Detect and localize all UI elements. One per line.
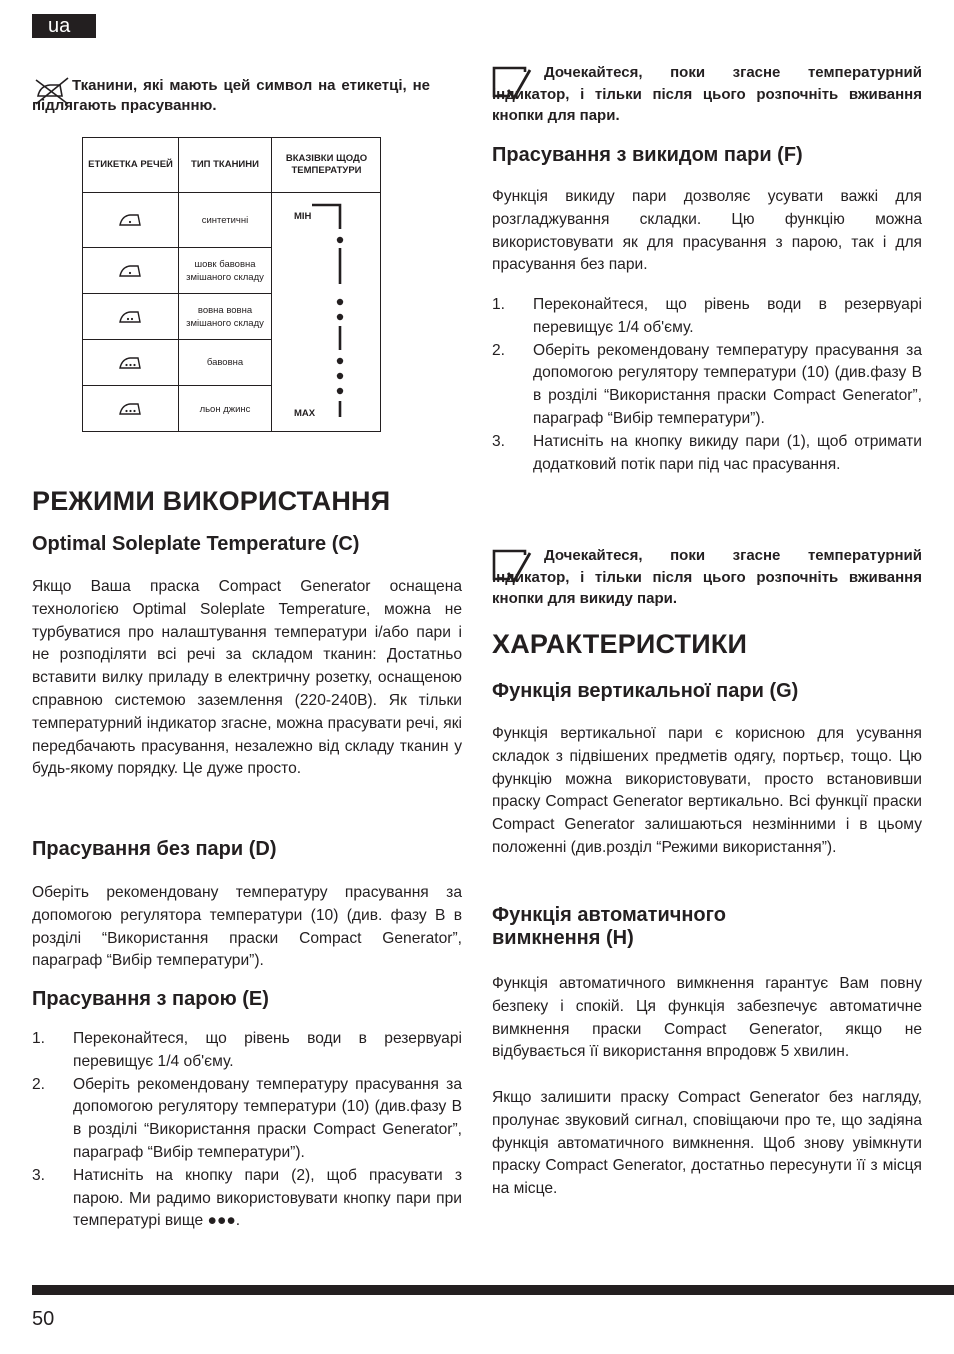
max-label: MAX [294, 408, 316, 419]
fabric-cell: шовк бавовна змішаного складу [179, 248, 272, 294]
no-iron-text: Тканини, які мають цей символ на етикетці, не підлягають прасуванню. [32, 77, 430, 114]
autooff-text-2: Якщо залишити праску Compact Generator без нагляду, пролунає звуковий сигнал, сповіщаючи про те, що задіяна функція автоматичного вимкнення. Щоб знову увімкнути праску Compact Generator, достатньо пересунути її з місця на місце. [492, 1089, 922, 1198]
autooff-text-1: Функція автоматичного вимкнення гарантує Вам повну безпеку і спокій. Ця функція забезпечує автоматичне вимкнення праски Compact Generator, якщо не відбувається її використання впродовж 5 хвилин. [492, 975, 922, 1061]
section-title-features: ХАРАКТЕРИСТИКИ [492, 629, 748, 659]
dry-text: Оберіть рекомендовану температуру прасування за допомогою регулятора температури (10) (див. фазу В в розділі “Використання праски Compact Generator”, параграф “Вибір температури”). [32, 884, 462, 970]
steam-list [32, 1028, 462, 1233]
fabric-cell: бавовна [179, 340, 272, 386]
iron-icon [118, 401, 144, 417]
list-item: 2. Оберіть рекомендовану температуру прасування за допомогою регулятору температури (10) (див.фазу В в розділі “Використання праски Compact Generator”, параграф “Вибір температури”). [32, 1075, 462, 1161]
wait-note-burst [492, 545, 922, 610]
iron-icon [118, 355, 144, 371]
temperature-table [82, 137, 381, 432]
fabric-cell: вовна вовна змішаного складу [179, 294, 272, 340]
page-number: 50 [32, 1308, 55, 1330]
vertical-text: Функція вертикальної пари є корисною для усування складок з підвішених предметів одягу, портьєр, тощо. Цю функцію можна використовувати, просто встановивши праску Compact Generator вертикально. Всі функції праски Compact Generator залишаються незмінними і в цьому положенні (див.розділ “Режими використання”). [492, 725, 922, 856]
iron-icon [118, 212, 144, 228]
burst-text: Функція викиду пари дозволяє усувати важкі для розгладжування складки. Цю функцію можна використовувати як для прасування з парою, так і для прасування без пари. [492, 188, 922, 274]
checkbox-icon [492, 547, 540, 585]
header-label: ЕТИКЕТКА РЕЧЕЙ [83, 138, 179, 193]
list-item: 3. Натисніть на кнопку викиду пари (1), щоб отримати додатковий потік пари під час прасування. [492, 432, 922, 473]
checkbox-icon [492, 64, 540, 102]
iron-symbol-4 [83, 340, 179, 386]
header-fabric: ТИП ТКАНИНИ [179, 138, 272, 193]
footer-bar [32, 1285, 954, 1295]
iron-symbol-5 [83, 386, 179, 432]
ost-title: Optimal Soleplate Temperature (C) [32, 533, 360, 555]
section-title-modes: РЕЖИМИ ВИКОРИСТАННЯ [32, 486, 391, 516]
iron-icon [118, 263, 144, 279]
list-item: 1. Переконайтеся, що рівень води в резервуарі перевищує 1/4 об'єму. [32, 1030, 462, 1070]
wait-note-text: Дочекайтеся, поки згасне температурний індикатор, і тільки після цього розпочніть вживання кнопки для пари. [492, 64, 922, 124]
list-item: 1. Переконайтеся, що рівень води в резервуарі перевищує 1/4 об'єму. [492, 296, 922, 336]
list-item: 3. Натисніть на кнопку пари (2), щоб прасувати з парою. Ми радимо використовувати кнопку пари при температурі вище ●●●. [32, 1166, 462, 1230]
autooff-title: Функція автоматичного вимкнення (H) [492, 904, 726, 949]
ost-text: Якщо Ваша праска Compact Generator оснащена технологією Optimal Soleplate Temperature, можна не турбуватися про налаштування температури і/або пари і не розподіляти всі речі за складом тканин: Достатньо вставити вилку приладу в електричну розетку, оснащеною справною системою заземлення (220-240В). Як тільки температурний індикатор згасне, можна прасувати речі, які передбачають прасування, незалежно від складу тканин у будь-якому порядку. Це дуже просто. [32, 578, 462, 778]
min-label: МІН [294, 211, 312, 222]
fabric-cell: льон джинс [179, 386, 272, 432]
wait-note-text: Дочекайтеся, поки згасне температурний індикатор, і тільки після цього розпочніть вживання кнопки для викиду пари. [492, 547, 922, 607]
no-iron-note [32, 76, 430, 116]
dry-title: Прасування без пари (D) [32, 838, 277, 860]
steam-title: Прасування з парою (E) [32, 988, 269, 1010]
language-tab: ua [32, 14, 96, 38]
burst-title: Прасування з викидом пари (F) [492, 144, 803, 166]
temperature-scale [272, 193, 381, 432]
burst-list [492, 294, 922, 476]
list-item: 2. Оберіть рекомендовану температуру прасування за допомогою регулятору температури (10) (див.фазу В в розділі “Використання праски Compact Generator”, параграф “Вибір температури”). [492, 341, 922, 427]
iron-symbol-2 [83, 248, 179, 294]
iron-symbol-3 [83, 294, 179, 340]
no-iron-icon [32, 76, 70, 106]
vertical-title: Функція вертикальної пари (G) [492, 680, 799, 702]
iron-symbol-1 [83, 193, 179, 248]
wait-note-steam [492, 62, 922, 127]
fabric-cell: синтетичні [179, 193, 272, 248]
header-temp: ВКАЗІВКИ ЩОДО ТЕМПЕРАТУРИ [272, 138, 381, 193]
iron-icon [118, 309, 144, 325]
